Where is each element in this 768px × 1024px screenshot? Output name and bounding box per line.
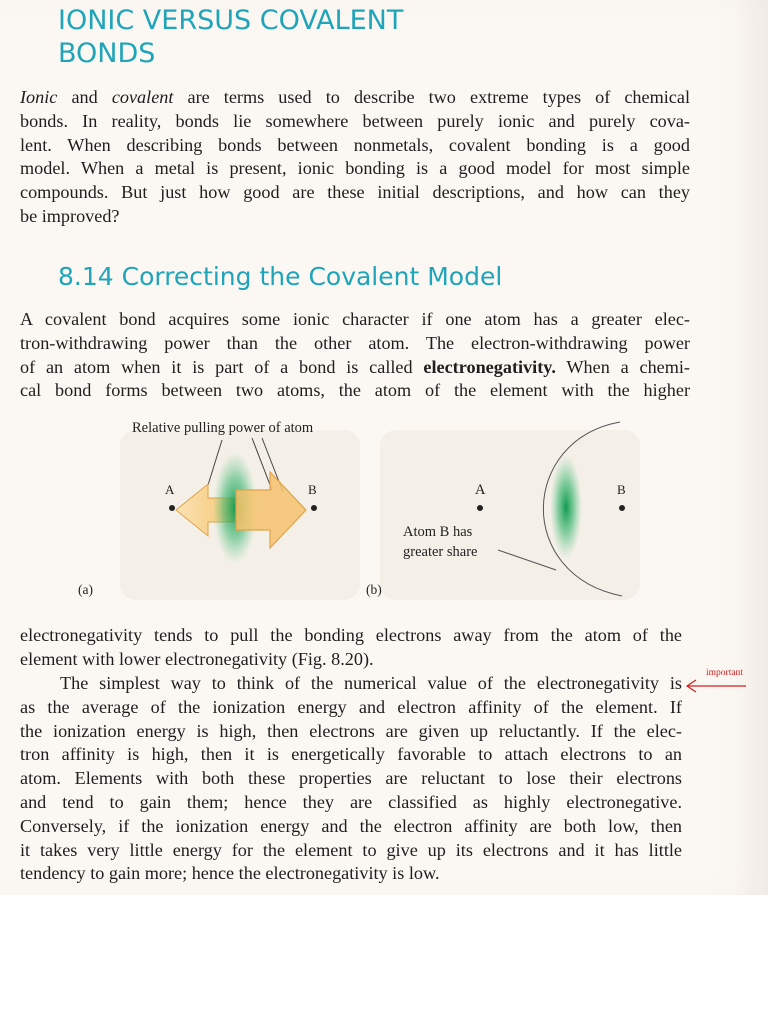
- label-a-right: A: [475, 482, 486, 498]
- intro-emphasis-ionic: Ionic: [20, 87, 58, 107]
- intro-line-2: bonds. In reality, bonds lie somewhere between purely ionic and purely cova-: [20, 110, 690, 131]
- intro-emphasis-covalent: covalent: [111, 87, 174, 107]
- intro-line-4: model. When a metal is present, ionic bonding is a good model for most simple: [20, 158, 690, 179]
- heading-line-1: IONIC VERSUS COVALENT: [58, 5, 404, 36]
- intro-line-1: [20, 86, 690, 110]
- paragraph-3: [20, 672, 682, 886]
- label-b-left: B: [308, 482, 317, 497]
- para3-line-4: tron affinity is high, then it is energetically favorable to attach electrons to an: [20, 744, 682, 765]
- annotation-arrow-icon: [682, 678, 752, 694]
- note-line-1: Atom B has: [403, 524, 473, 540]
- intro-and: and: [57, 87, 112, 107]
- intro-line-5: compounds. But just how good are these initial descriptions, and how can they: [20, 182, 690, 203]
- para1-line-4: cal bond forms between two atoms, the atom of the element with the higher: [20, 380, 690, 401]
- para3-line-3: the ionization energy is high, then electrons are given up reluctantly. If the elec-: [20, 720, 682, 741]
- panel-a-label: (a): [78, 582, 93, 597]
- figure-drawing: [0, 410, 768, 620]
- atom-b-dot-left: [311, 505, 317, 511]
- term-electronegativity: electronegativity.: [423, 356, 556, 377]
- annotation-label: important: [706, 668, 743, 678]
- paragraph-2: [20, 624, 682, 672]
- para3-line-1: The simplest way to think of the numerical value of the electronegativity is: [60, 673, 682, 693]
- para3-line-8: it takes very little energy for the element to give up its electrons and it has little: [20, 839, 682, 860]
- para3-line-9: tendency to gain more; hence the electronegativity is low.: [20, 863, 440, 884]
- figure-8-20: [0, 410, 768, 620]
- note-line-2: greater share: [403, 544, 478, 560]
- atom-a-dot-left: [169, 505, 175, 511]
- para1-line-3-pre: of an atom when it is part of a bond is called: [20, 356, 424, 377]
- intro-line-3: lent. When describing bonds between nonmetals, covalent bonding is a good: [20, 134, 690, 155]
- label-b-right: B: [617, 482, 626, 497]
- intro-line-1-tail: are terms used to describe two extreme types of chemical: [173, 87, 690, 107]
- chapter-heading: [58, 4, 403, 70]
- atom-b-dot-right: [619, 505, 625, 511]
- para1-line-3: [20, 356, 690, 380]
- heading-line-2: BONDS: [58, 38, 156, 69]
- para3-line-5: atom. Elements with both these properties are reluctant to lose their electrons: [20, 768, 682, 789]
- section-title: 8.14 Correcting the Covalent Model: [58, 262, 503, 291]
- para1-line-2: tron-withdrawing power than the other atom. The electron-withdrawing power: [20, 332, 690, 353]
- panel-b-label: (b): [366, 582, 382, 597]
- intro-paragraph: [20, 86, 690, 229]
- intro-line-6: be improved?: [20, 205, 120, 226]
- para2-line-2: element with lower electronegativity (Fig. 8.20).: [20, 648, 374, 669]
- electron-cloud-b: [550, 455, 582, 559]
- para3-line-2: as the average of the ionization energy and electron affinity of the element. If: [20, 696, 682, 717]
- para3-line-6: and tend to gain them; hence they are classified as highly electronegative.: [20, 791, 682, 812]
- panel-b-backdrop: [380, 430, 640, 600]
- para2-line-1: electronegativity tends to pull the bonding electrons away from the atom of the: [20, 625, 682, 645]
- label-a-left: A: [165, 482, 175, 497]
- atom-a-dot-right: [477, 505, 483, 511]
- paragraph-1: [20, 308, 690, 403]
- para3-line-7: Conversely, if the ionization energy and the electron affinity are both low, then: [20, 815, 682, 836]
- figure-caption-top: Relative pulling power of atom: [132, 420, 314, 436]
- para1-line-1: A covalent bond acquires some ionic character if one atom has a greater elec-: [20, 309, 690, 329]
- para1-line-3-post: When a chemi-: [555, 356, 690, 377]
